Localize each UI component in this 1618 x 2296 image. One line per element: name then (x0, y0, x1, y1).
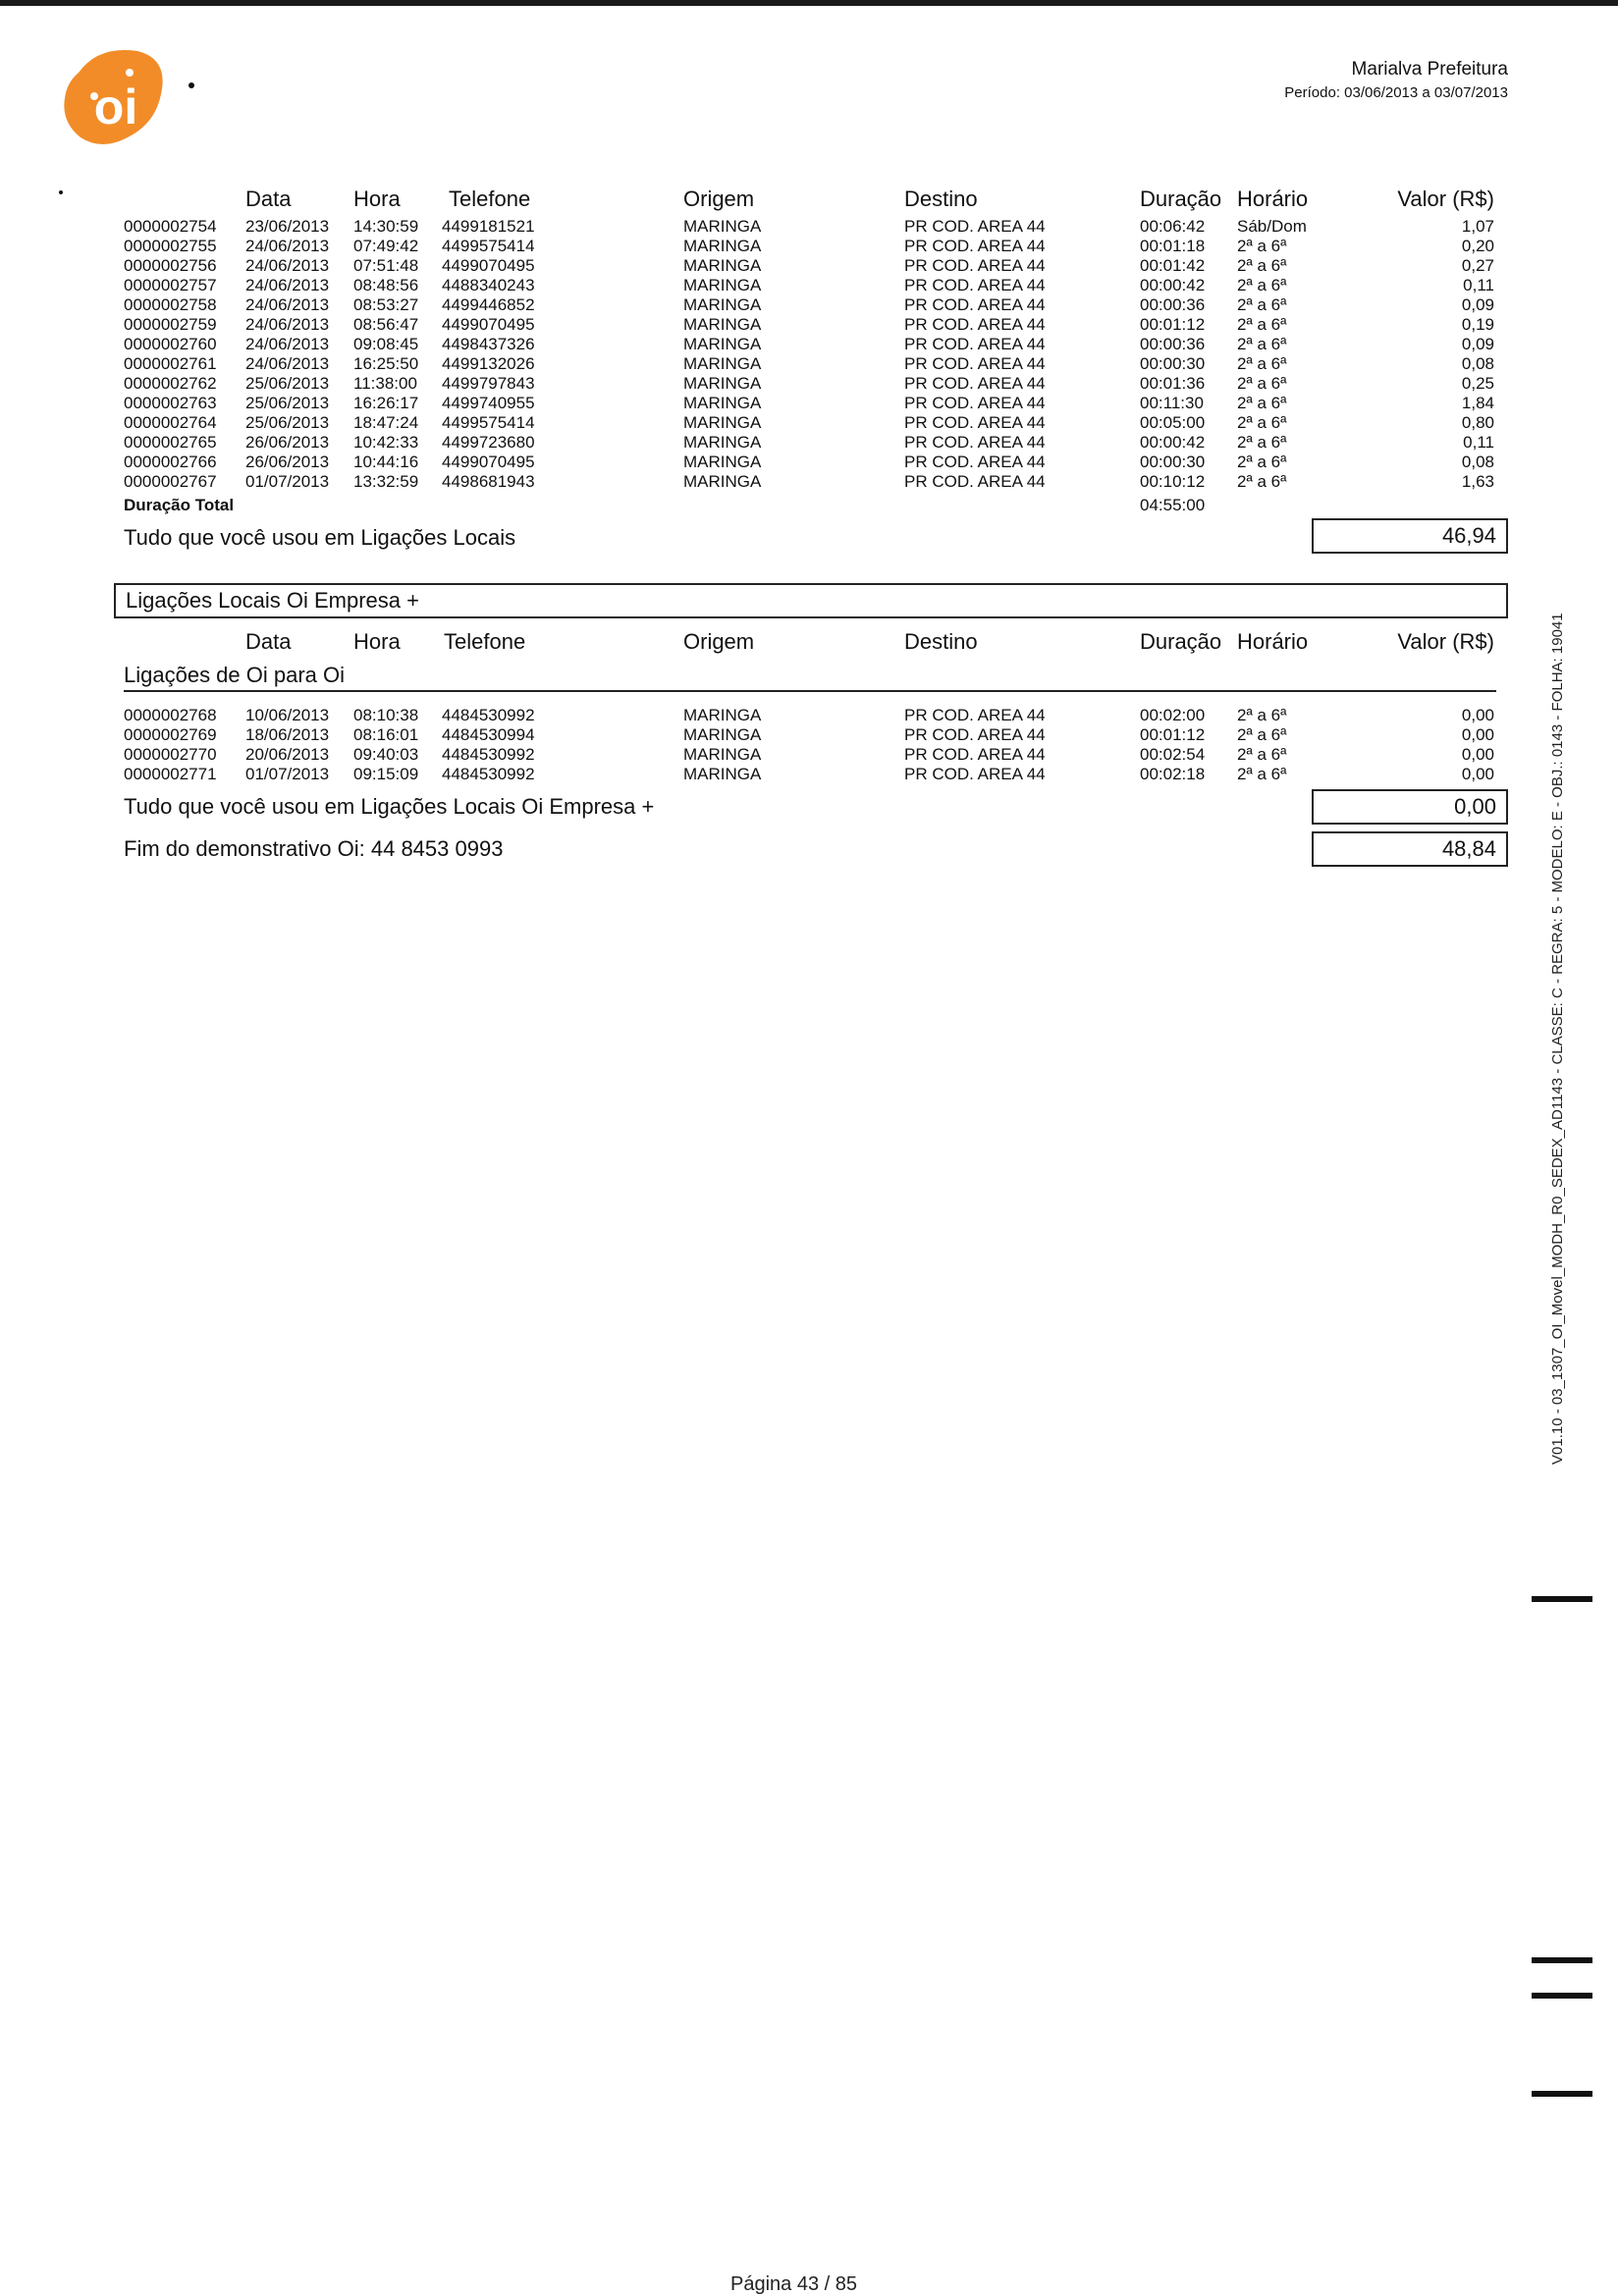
call-origin: MARINGA (683, 335, 762, 353)
call-origin: MARINGA (683, 354, 762, 373)
call-origin: MARINGA (683, 706, 762, 724)
call-origin: MARINGA (683, 374, 762, 393)
table-row (0, 765, 1618, 784)
call-id: 0000002767 (124, 472, 217, 491)
call-phone: 4499070495 (442, 315, 535, 334)
call-destination: PR COD. AREA 44 (904, 725, 1046, 744)
call-period: 2ª a 6ª (1237, 745, 1287, 764)
page-number: Página 43 / 85 (730, 2273, 857, 2295)
call-date: 24/06/2013 (245, 256, 330, 275)
call-id: 0000002764 (124, 413, 217, 432)
call-destination: PR COD. AREA 44 (904, 237, 1046, 255)
call-phone: 4498681943 (442, 472, 535, 491)
call-period: 2ª a 6ª (1237, 354, 1287, 373)
call-origin: MARINGA (683, 765, 762, 783)
call-id: 0000002770 (124, 745, 217, 764)
empresa-summary-label: Tudo que você usou em Ligações Locais Oi Empresa + (124, 794, 655, 819)
call-origin: MARINGA (683, 725, 762, 744)
call-phone: 4499575414 (442, 237, 535, 255)
call-date: 18/06/2013 (245, 725, 330, 744)
call-time: 16:25:50 (353, 354, 419, 373)
call-value: 1,84 (1461, 394, 1494, 412)
call-phone: 4499575414 (442, 413, 535, 432)
call-id: 0000002765 (124, 433, 217, 452)
table-row (0, 453, 1618, 472)
call-phone: 4499723680 (442, 433, 535, 452)
call-duration: 00:00:36 (1140, 295, 1206, 314)
call-id: 0000002771 (124, 765, 217, 783)
call-destination: PR COD. AREA 44 (904, 453, 1046, 471)
call-duration: 00:00:30 (1140, 453, 1206, 471)
call-id: 0000002769 (124, 725, 217, 744)
call-id: 0000002763 (124, 394, 217, 412)
call-period: 2ª a 6ª (1237, 472, 1287, 491)
call-value: 0,00 (1461, 706, 1494, 724)
call-phone: 4499181521 (442, 217, 535, 236)
call-id: 0000002759 (124, 315, 217, 334)
call-value: 0,80 (1461, 413, 1494, 432)
call-phone: 4499797843 (442, 374, 535, 393)
call-origin: MARINGA (683, 413, 762, 432)
call-date: 01/07/2013 (245, 472, 330, 491)
total-duration-label: Duração Total (124, 496, 235, 514)
call-time: 08:16:01 (353, 725, 419, 744)
call-duration: 00:01:36 (1140, 374, 1206, 393)
call-duration: 00:00:36 (1140, 335, 1206, 353)
call-date: 10/06/2013 (245, 706, 330, 724)
col-origem: Origem (683, 187, 755, 211)
call-duration: 00:00:42 (1140, 433, 1206, 452)
call-origin: MARINGA (683, 217, 762, 236)
col-telefone: Telefone (444, 629, 526, 654)
call-duration: 00:11:30 (1140, 394, 1204, 412)
col-destino: Destino (904, 629, 978, 654)
call-time: 07:49:42 (353, 237, 419, 255)
call-time: 14:30:59 (353, 217, 419, 236)
call-value: 0,27 (1461, 256, 1494, 275)
table-row (0, 295, 1618, 315)
call-period: 2ª a 6ª (1237, 237, 1287, 255)
total-duration-value: 04:55:00 (1140, 496, 1206, 514)
call-period: 2ª a 6ª (1237, 256, 1287, 275)
call-id: 0000002766 (124, 453, 217, 471)
call-origin: MARINGA (683, 315, 762, 334)
call-duration: 00:02:54 (1140, 745, 1206, 764)
call-value: 0,19 (1461, 315, 1494, 334)
omr-mark (1532, 1957, 1592, 1963)
call-destination: PR COD. AREA 44 (904, 276, 1046, 294)
empresa-section-header (114, 583, 1508, 618)
table-row (0, 725, 1618, 745)
call-value: 1,63 (1461, 472, 1494, 491)
table-row (0, 354, 1618, 374)
call-duration: 00:01:12 (1140, 725, 1206, 744)
call-date: 24/06/2013 (245, 295, 330, 314)
call-date: 23/06/2013 (245, 217, 330, 236)
table-row (0, 413, 1618, 433)
call-time: 10:42:33 (353, 433, 419, 452)
call-destination: PR COD. AREA 44 (904, 706, 1046, 724)
call-duration: 00:02:18 (1140, 765, 1206, 783)
call-duration: 00:00:42 (1140, 276, 1206, 294)
table-row (0, 315, 1618, 335)
call-phone: 4484530992 (442, 745, 535, 764)
call-value: 0,09 (1461, 295, 1494, 314)
omr-mark (1532, 1993, 1592, 1999)
empresa-section-title: Ligações Locais Oi Empresa + (126, 588, 419, 613)
call-origin: MARINGA (683, 433, 762, 452)
call-date: 24/06/2013 (245, 335, 330, 353)
call-destination: PR COD. AREA 44 (904, 217, 1046, 236)
call-date: 26/06/2013 (245, 453, 330, 471)
call-time: 08:10:38 (353, 706, 419, 724)
call-date: 26/06/2013 (245, 433, 330, 452)
empresa-subsection-title: Ligações de Oi para Oi (124, 663, 346, 687)
call-value: 0,00 (1461, 765, 1494, 783)
company-name: Marialva Prefeitura (1351, 59, 1508, 80)
divider (124, 690, 1496, 692)
call-destination: PR COD. AREA 44 (904, 745, 1046, 764)
col-hora: Hora (353, 187, 401, 211)
call-time: 13:32:59 (353, 472, 419, 491)
call-origin: MARINGA (683, 394, 762, 412)
call-id: 0000002754 (124, 217, 217, 236)
call-value: 0,00 (1461, 745, 1494, 764)
call-value: 0,09 (1461, 335, 1494, 353)
call-id: 0000002768 (124, 706, 217, 724)
omr-mark (1532, 1596, 1592, 1602)
call-id: 0000002760 (124, 335, 217, 353)
call-phone: 4498437326 (442, 335, 535, 353)
call-destination: PR COD. AREA 44 (904, 374, 1046, 393)
call-value: 0,00 (1461, 725, 1494, 744)
col-duracao: Duração (1140, 187, 1222, 211)
call-time: 08:48:56 (353, 276, 419, 294)
empresa-summary-value: 0,00 (1312, 789, 1508, 825)
call-phone: 4499446852 (442, 295, 535, 314)
call-period: 2ª a 6ª (1237, 765, 1287, 783)
call-time: 09:15:09 (353, 765, 419, 783)
col-valor: Valor (R$) (1397, 629, 1494, 654)
call-id: 0000002757 (124, 276, 217, 294)
call-time: 11:38:00 (353, 374, 417, 393)
call-period: 2ª a 6ª (1237, 413, 1287, 432)
call-duration: 00:01:18 (1140, 237, 1206, 255)
call-phone: 4484530992 (442, 765, 535, 783)
col-valor: Valor (R$) (1397, 187, 1494, 211)
call-time: 09:40:03 (353, 745, 419, 764)
call-destination: PR COD. AREA 44 (904, 765, 1046, 783)
call-destination: PR COD. AREA 44 (904, 413, 1046, 432)
call-origin: MARINGA (683, 256, 762, 275)
call-origin: MARINGA (683, 276, 762, 294)
call-value: 0,08 (1461, 354, 1494, 373)
call-destination: PR COD. AREA 44 (904, 295, 1046, 314)
call-time: 08:56:47 (353, 315, 419, 334)
call-origin: MARINGA (683, 453, 762, 471)
call-period: 2ª a 6ª (1237, 335, 1287, 353)
local-summary-label: Tudo que você usou em Ligações Locais (124, 525, 516, 550)
call-duration: 00:01:42 (1140, 256, 1206, 275)
call-phone: 4499132026 (442, 354, 535, 373)
dot-mark (59, 190, 63, 194)
call-origin: MARINGA (683, 237, 762, 255)
call-id: 0000002762 (124, 374, 217, 393)
table-row (0, 394, 1618, 413)
call-period: 2ª a 6ª (1237, 315, 1287, 334)
call-period: 2ª a 6ª (1237, 706, 1287, 724)
call-time: 10:44:16 (353, 453, 419, 471)
call-duration: 00:02:00 (1140, 706, 1206, 724)
table-row (0, 472, 1618, 492)
call-period: 2ª a 6ª (1237, 453, 1287, 471)
call-date: 01/07/2013 (245, 765, 330, 783)
call-value: 0,08 (1461, 453, 1494, 471)
table-row (0, 237, 1618, 256)
document-control-code: V01.10 - 03_1307_OI_Movel_MODH_R0_SEDEX_AD1143 - CLASSE: C - REGRA: 5 - MODELO: E - OBJ.: 0143 - FOLHA: 19041 (1549, 613, 1566, 1465)
end-of-statement-label: Fim do demonstrativo Oi: 44 8453 0993 (124, 836, 504, 861)
call-phone: 4484530992 (442, 706, 535, 724)
table-row (0, 217, 1618, 237)
call-date: 20/06/2013 (245, 745, 330, 764)
table-row (0, 706, 1618, 725)
call-phone: 4499070495 (442, 453, 535, 471)
call-value: 0,20 (1461, 237, 1494, 255)
table-row (0, 335, 1618, 354)
call-value: 0,25 (1461, 374, 1494, 393)
call-id: 0000002756 (124, 256, 217, 275)
call-value: 1,07 (1461, 217, 1494, 236)
call-date: 24/06/2013 (245, 354, 330, 373)
call-phone: 4488340243 (442, 276, 535, 294)
dot-mark (189, 82, 194, 88)
call-period: 2ª a 6ª (1237, 374, 1287, 393)
col-horario: Horário (1237, 187, 1309, 211)
call-origin: MARINGA (683, 745, 762, 764)
omr-mark (1532, 2091, 1592, 2097)
header-info (1284, 57, 1508, 104)
call-id: 0000002761 (124, 354, 217, 373)
call-time: 07:51:48 (353, 256, 419, 275)
call-duration: 00:06:42 (1140, 217, 1206, 236)
call-value: 0,11 (1463, 433, 1494, 452)
call-time: 08:53:27 (353, 295, 419, 314)
call-period: 2ª a 6ª (1237, 433, 1287, 452)
col-destino: Destino (904, 187, 978, 211)
call-phone: 4484530994 (442, 725, 535, 744)
scan-top-edge (0, 0, 1618, 6)
col-origem: Origem (683, 629, 755, 654)
call-destination: PR COD. AREA 44 (904, 354, 1046, 373)
col-data: Data (245, 187, 292, 211)
col-hora: Hora (353, 629, 401, 654)
billing-period: Período: 03/06/2013 a 03/07/2013 (1284, 84, 1508, 101)
call-time: 16:26:17 (353, 394, 419, 412)
call-origin: MARINGA (683, 295, 762, 314)
table-row (0, 433, 1618, 453)
call-value: 0,11 (1463, 276, 1494, 294)
oi-logo-icon (59, 43, 175, 159)
call-date: 24/06/2013 (245, 315, 330, 334)
table-row (0, 256, 1618, 276)
call-origin: MARINGA (683, 472, 762, 491)
call-destination: PR COD. AREA 44 (904, 394, 1046, 412)
call-destination: PR COD. AREA 44 (904, 256, 1046, 275)
call-destination: PR COD. AREA 44 (904, 472, 1046, 491)
call-date: 24/06/2013 (245, 237, 330, 255)
table-row (0, 374, 1618, 394)
col-telefone: Telefone (449, 187, 531, 211)
call-date: 25/06/2013 (245, 374, 330, 393)
call-duration: 00:05:00 (1140, 413, 1206, 432)
call-duration: 00:00:30 (1140, 354, 1206, 373)
call-duration: 00:01:12 (1140, 315, 1206, 334)
call-destination: PR COD. AREA 44 (904, 335, 1046, 353)
logo-text: oi (93, 80, 138, 134)
call-date: 25/06/2013 (245, 394, 330, 412)
call-destination: PR COD. AREA 44 (904, 433, 1046, 452)
call-period: Sáb/Dom (1237, 217, 1307, 236)
call-phone: 4499070495 (442, 256, 535, 275)
col-horario: Horário (1237, 629, 1309, 654)
table-row (0, 745, 1618, 765)
call-time: 18:47:24 (353, 413, 419, 432)
call-destination: PR COD. AREA 44 (904, 315, 1046, 334)
statement-total-value: 48,84 (1312, 831, 1508, 867)
call-date: 25/06/2013 (245, 413, 330, 432)
call-period: 2ª a 6ª (1237, 394, 1287, 412)
col-duracao: Duração (1140, 629, 1222, 654)
col-data: Data (245, 629, 292, 654)
call-phone: 4499740955 (442, 394, 535, 412)
call-duration: 00:10:12 (1140, 472, 1206, 491)
call-period: 2ª a 6ª (1237, 295, 1287, 314)
call-id: 0000002755 (124, 237, 217, 255)
call-period: 2ª a 6ª (1237, 276, 1287, 294)
call-id: 0000002758 (124, 295, 217, 314)
table-row (0, 276, 1618, 295)
call-time: 09:08:45 (353, 335, 419, 353)
call-period: 2ª a 6ª (1237, 725, 1287, 744)
local-summary-value: 46,94 (1312, 518, 1508, 554)
call-date: 24/06/2013 (245, 276, 330, 294)
